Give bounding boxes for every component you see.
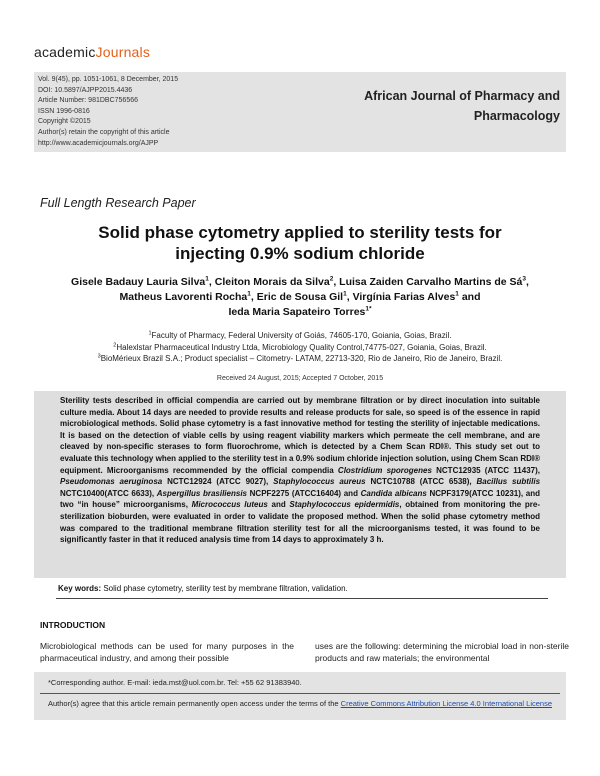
organism-name: Pseudomonas aeruginosa xyxy=(60,477,163,487)
abstract-part: NCTC10788 (ATCC 6538), xyxy=(365,477,477,487)
organism-name: Bacillus subtilis xyxy=(476,477,541,487)
abstract-part: NCTC10400(ATCC 6633), xyxy=(60,488,157,498)
author-separator: , xyxy=(333,276,340,288)
logo-part-2: Journals xyxy=(95,44,151,60)
paper-type: Full Length Research Paper xyxy=(40,196,196,210)
author-separator: , xyxy=(526,276,529,288)
logo-part-1: academic xyxy=(34,44,96,60)
keywords xyxy=(58,584,348,593)
abstract-part: NCPF2275 (ATCC16404) and xyxy=(247,488,361,498)
organism-name: Staphylococcus aureus xyxy=(273,477,366,487)
organism-name: Staphylococcus epidermidis xyxy=(289,500,400,510)
body-column-right: uses are the following: determining the microbial load in non-sterile products and raw materials; the environmental xyxy=(315,641,569,663)
meta-url[interactable]: http://www.academicjournals.org/AJPP xyxy=(38,139,159,147)
organism-name: Candida albicans xyxy=(360,488,427,498)
author-affiliation-mark: 1 xyxy=(205,275,209,283)
abstract-part: NCTC12935 (ATCC 11437), xyxy=(431,465,540,475)
abstract-box xyxy=(34,391,566,578)
abstract-part: NCTC12924 (ATCC 9027), xyxy=(162,477,274,487)
title-line-1: Solid phase cytometry applied to sterility tests for xyxy=(98,223,502,242)
organism-name: Micrococcus luteus xyxy=(191,500,268,510)
license-link[interactable]: Creative Commons Attribution License 4.0 International License xyxy=(340,699,553,708)
abstract-part: , obtained from monitoring the pre-sterilization bioburden, were evaluated in order to validate the proposed method. When the solid phase cytometry method was compared to the traditional membrane filtration sterility test for all the microorganisms tested, it was found to be significantly faster in that it reduced analysis time from 14 days to approximately 3 h. xyxy=(60,500,541,545)
author-separator: , xyxy=(346,291,353,303)
keywords-label: Key words: xyxy=(58,584,102,593)
meta-volume: Vol. 9(45), pp. 1051-1061, 8 December, 2015 xyxy=(38,76,179,83)
journal-name-line-2: Pharmacology xyxy=(473,109,560,123)
author-affiliation-mark: 3 xyxy=(522,275,527,283)
journal-name-line-1: African Journal of Pharmacy and xyxy=(364,89,560,103)
affiliation-mark: 3 xyxy=(97,353,101,360)
author-list xyxy=(40,275,560,320)
author-separator: , xyxy=(250,291,257,303)
affiliations xyxy=(40,330,560,365)
organism-name: Aspergillus brasiliensis xyxy=(156,488,247,498)
affiliation-mark: 1 xyxy=(148,330,152,337)
body-column-left: Microbiological methods can be used for many purposes in the pharmaceutical industry, and among their possible xyxy=(40,641,294,663)
author-name: Matheus Lavorenti Rocha xyxy=(119,291,248,303)
author-name: Cleiton Morais da Silva xyxy=(214,276,330,288)
meta-issn: ISSN 1996-0816 xyxy=(38,107,90,115)
meta-article-number: Article Number: 981DBC756566 xyxy=(38,97,138,105)
author-separator: and xyxy=(458,291,481,303)
abstract-part: and xyxy=(267,500,290,510)
corresponding-author: *Corresponding author. E-mail: ieda.mst@uol.com.br. Tel: +55 62 91383940. xyxy=(48,678,302,687)
license-text: Author(s) agree that this article remain permanently open access under the terms of the xyxy=(48,699,341,708)
journal-logo xyxy=(34,44,150,60)
author-affiliation-mark: 1 xyxy=(343,290,347,298)
author-separator: , xyxy=(208,276,215,288)
journal-name xyxy=(278,86,560,126)
keywords-text: Solid phase cytometry, sterility test by membrane filtration, validation. xyxy=(101,584,348,593)
affiliation xyxy=(40,342,560,354)
paper-title xyxy=(40,222,560,264)
section-heading-introduction: INTRODUCTION xyxy=(40,620,106,630)
keywords-divider xyxy=(56,598,548,599)
author-name: Virgínia Farias Alves xyxy=(352,291,456,303)
affiliation xyxy=(40,330,560,342)
author-name: Ieda Maria Sapateiro Torres xyxy=(228,306,366,318)
author-name: Eric de Sousa Gil xyxy=(256,291,344,303)
title-line-2: injecting 0.9% sodium chloride xyxy=(175,244,425,263)
abstract-part: NCPF3179(ATCC 10231), and two “in house” microorganisms, xyxy=(60,488,541,510)
author-affiliation-mark: 1* xyxy=(365,305,372,313)
abstract-part: Sterility tests described in official compendia are carried out by membrane filtration or by direct inoculation into suitable culture media. About 14 days are needed to provide results and release products for sale, so speed is of the essence in rapid microbiological methods. Solid phase cytometry is a fast innovative method for testing the sterility of injectable medications. It is based on the detection of viable cells by using reagent viability markers which permeate the cell membrane, and are cleaved by non-specific sterases to form fluorochrome, which is detected by a Chem Scan RDI®. This study set out to evaluate this technology when applied to the sterility test in a 0.9% sodium chloride injection solution, using Chem Scan RDI® equipment. Microorganisms recommended by the official compendia xyxy=(60,396,540,475)
article-meta xyxy=(38,75,178,149)
meta-rights: Author(s) retain the copyright of this article xyxy=(38,128,170,136)
affiliation xyxy=(40,353,560,365)
author-name: Gisele Badauy Lauria Silva xyxy=(71,276,206,288)
affiliation-mark: 2 xyxy=(113,341,117,348)
affiliation-text: BioMérieux Brazil S.A.; Product specialist – Citometry- LATAM, 22713-320, Rio de Janeiro, Rio de Janeiro, Brazil. xyxy=(100,354,503,363)
received-dates: Received 24 August, 2015; Accepted 7 October, 2015 xyxy=(216,375,384,382)
affiliation-text: Faculty of Pharmacy, Federal University of Goiás, 74605-170, Goiania, Goias, Brazil. xyxy=(151,331,452,340)
meta-copyright: Copyright ©2015 xyxy=(38,118,91,126)
license-notice xyxy=(48,699,558,710)
author-name: Luisa Zaiden Carvalho Martins de Sá xyxy=(339,276,523,288)
meta-doi: DOI: 10.5897/AJPP2015.4436 xyxy=(38,86,133,94)
abstract-text xyxy=(60,395,540,546)
author-affiliation-mark: 2 xyxy=(329,275,334,283)
author-affiliation-mark: 1 xyxy=(247,290,251,298)
author-affiliation-mark: 1 xyxy=(455,290,459,298)
affiliation-text: Halexlstar Pharmaceutical Industry Ltda, Microbiology Quality Control,74775-027, Goiania, Goias, Brazil. xyxy=(116,342,487,352)
organism-name: Clostridium sporogenes xyxy=(337,465,432,475)
footer-divider xyxy=(40,693,560,694)
